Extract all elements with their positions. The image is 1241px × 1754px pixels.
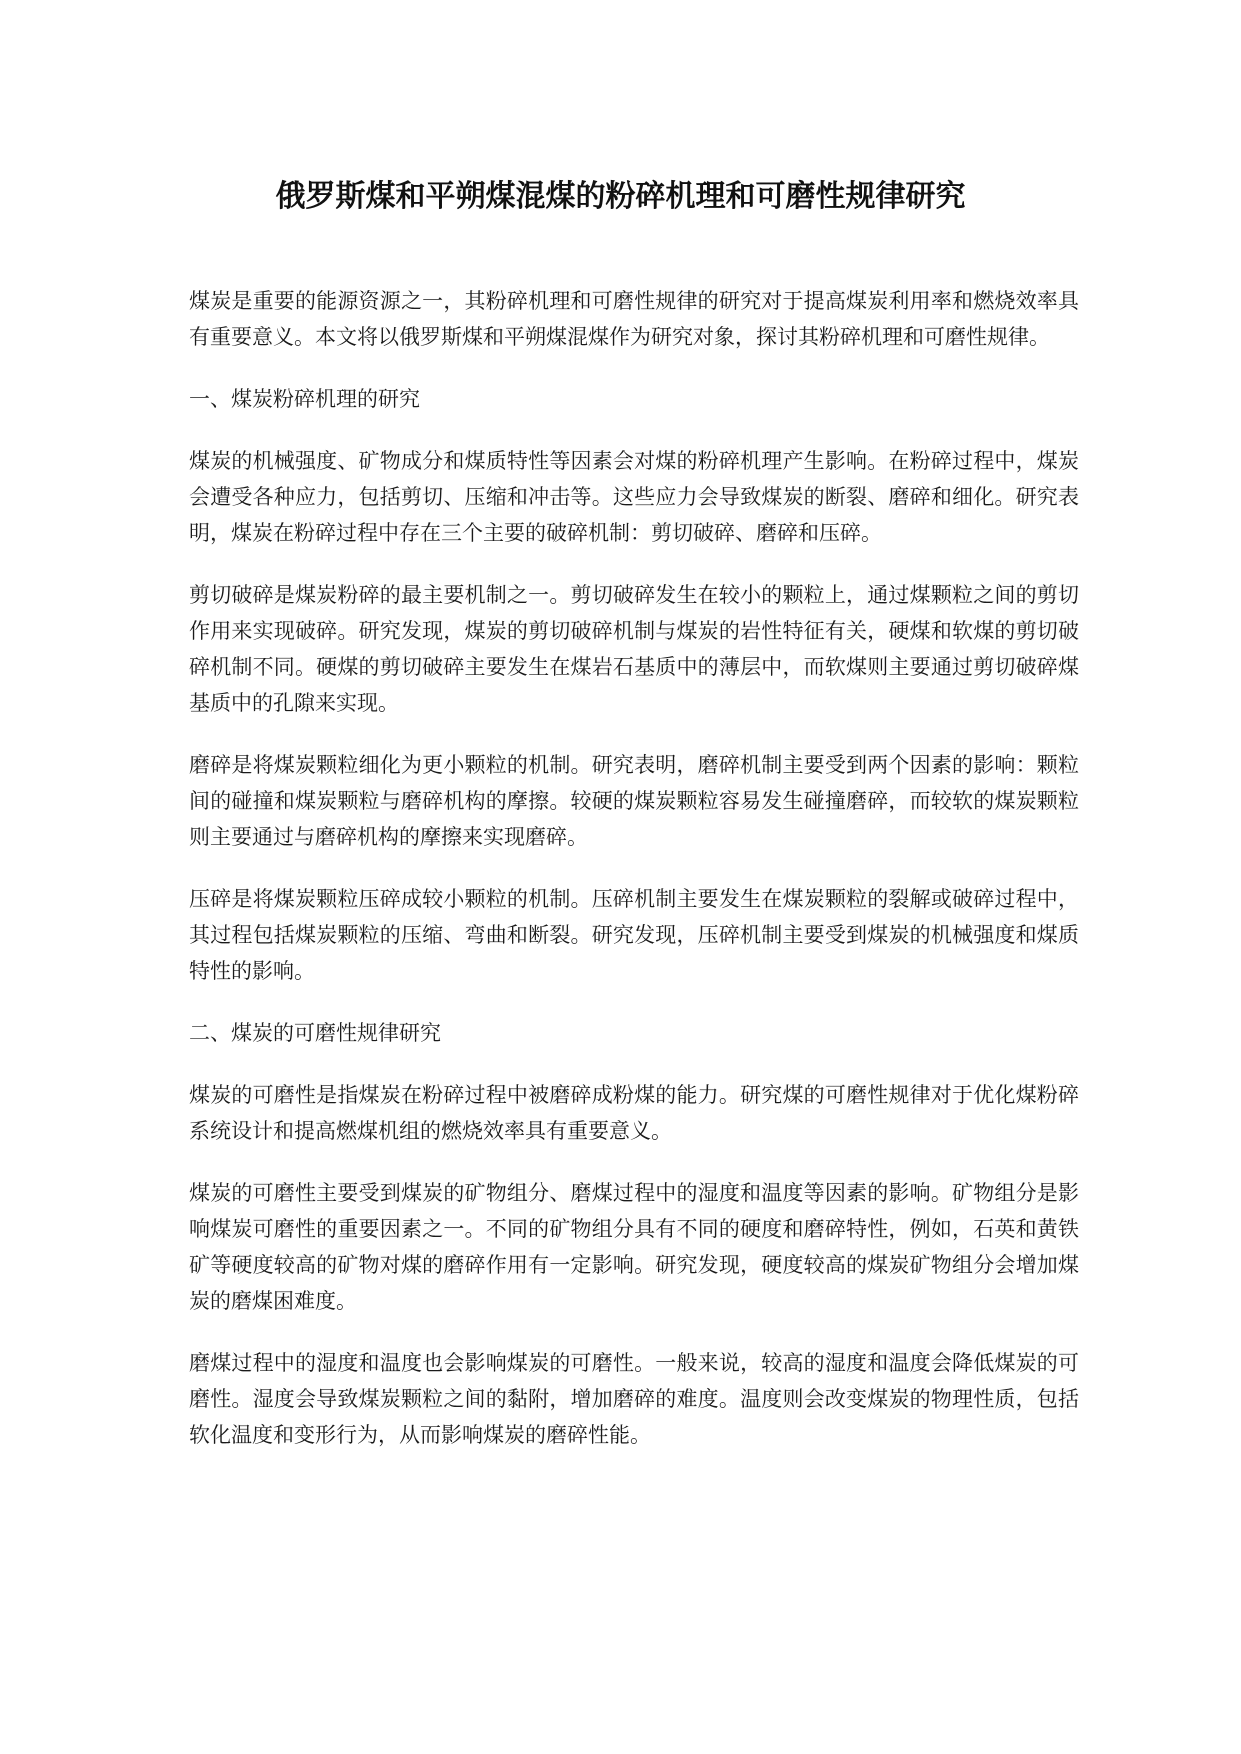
section-1-heading: 一、煤炭粉碎机理的研究 [189,387,420,411]
section-2-heading: 二、煤炭的可磨性规律研究 [189,1021,441,1045]
section-2-paragraph: 煤炭的可磨性是指煤炭在粉碎过程中被磨碎成粉煤的能力。研究煤的可磨性规律对于优化煤粉碎系统设计和提高燃煤机组的燃烧效率具有重要意义。 [189,1083,1079,1143]
section-2-paragraph: 煤炭的可磨性主要受到煤炭的矿物组分、磨煤过程中的湿度和温度等因素的影响。矿物组分是影响煤炭可磨性的重要因素之一。不同的矿物组分具有不同的硬度和磨碎特性，例如，石英和黄铁矿等硬度较高的矿物对煤的磨碎作用有一定影响。研究发现，硬度较高的煤炭矿物组分会增加煤炭的磨煤困难度。 [189,1181,1079,1313]
intro-paragraph: 煤炭是重要的能源资源之一，其粉碎机理和可磨性规律的研究对于提高煤炭利用率和燃烧效率具有重要意义。本文将以俄罗斯煤和平朔煤混煤作为研究对象，探讨其粉碎机理和可磨性规律。 [189,289,1079,349]
section-2-paragraph: 磨煤过程中的湿度和温度也会影响煤炭的可磨性。一般来说，较高的湿度和温度会降低煤炭的可磨性。湿度会导致煤炭颗粒之间的黏附，增加磨碎的难度。温度则会改变煤炭的物理性质，包括软化温度和变形行为，从而影响煤炭的磨碎性能。 [189,1351,1079,1447]
section-1-paragraph: 煤炭的机械强度、矿物成分和煤质特性等因素会对煤的粉碎机理产生影响。在粉碎过程中，煤炭会遭受各种应力，包括剪切、压缩和冲击等。这些应力会导致煤炭的断裂、磨碎和细化。研究表明，煤炭在粉碎过程中存在三个主要的破碎机制：剪切破碎、磨碎和压碎。 [189,449,1079,545]
section-1-paragraph: 剪切破碎是煤炭粉碎的最主要机制之一。剪切破碎发生在较小的颗粒上，通过煤颗粒之间的剪切作用来实现破碎。研究发现，煤炭的剪切破碎机制与煤炭的岩性特征有关，硬煤和软煤的剪切破碎机制不同。硬煤的剪切破碎主要发生在煤岩石基质中的薄层中，而软煤则主要通过剪切破碎煤基质中的孔隙来实现。 [189,583,1079,715]
section-1-paragraph: 压碎是将煤炭颗粒压碎成较小颗粒的机制。压碎机制主要发生在煤炭颗粒的裂解或破碎过程中，其过程包括煤炭颗粒的压缩、弯曲和断裂。研究发现，压碎机制主要受到煤炭的机械强度和煤质特性的影响。 [189,887,1079,983]
section-1-paragraph: 磨碎是将煤炭颗粒细化为更小颗粒的机制。研究表明，磨碎机制主要受到两个因素的影响：颗粒间的碰撞和煤炭颗粒与磨碎机构的摩擦。较硬的煤炭颗粒容易发生碰撞磨碎，而较软的煤炭颗粒则主要通过与磨碎机构的摩擦来实现磨碎。 [189,753,1079,849]
document-body [189,283,1079,1479]
document-title: 俄罗斯煤和平朔煤混煤的粉碎机理和可磨性规律研究 [275,179,966,214]
